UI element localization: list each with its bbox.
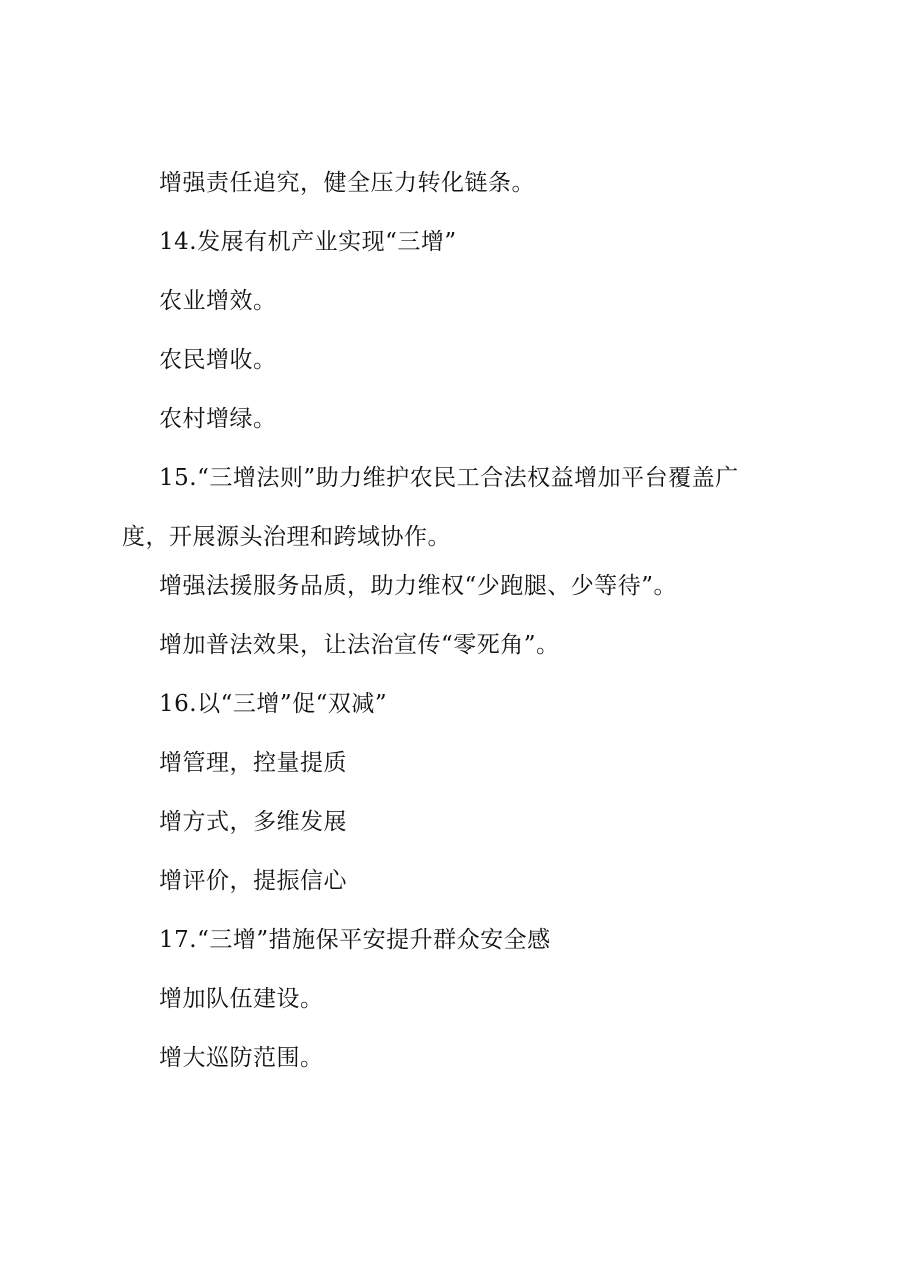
paragraph-7: 增强法援服务品质，助力维权“少跑腿、少等待”。 [159, 573, 678, 599]
paragraph-15: 增大巡防范围。 [159, 1045, 324, 1071]
paragraph-10: 增管理，控量提质 [159, 750, 347, 776]
heading-15: 15.“三增法则”助力维护农民工合法权益增加平台覆盖广度，开展源头治理和跨域协作。 [122, 465, 739, 550]
paragraph-11: 增方式，多维发展 [159, 809, 347, 835]
paragraph-1: 增强责任追究，健全压力转化链条。 [159, 170, 535, 196]
paragraph-12: 增评价，提振信心 [159, 868, 347, 894]
heading-16: 16.以“三增”促“双减” [159, 691, 388, 717]
paragraph-3: 农业增效。 [159, 288, 277, 314]
paragraph-14: 增加队伍建设。 [159, 986, 324, 1012]
heading-14: 14.发展有机产业实现“三增” [159, 229, 457, 255]
paragraph-5: 农村增绿。 [159, 406, 277, 432]
heading-17: 17.“三增”措施保平安提升群众安全感 [159, 927, 551, 953]
paragraph-4: 农民增收。 [159, 347, 277, 373]
paragraph-8: 增加普法效果，让法治宣传“零死角”。 [159, 632, 560, 658]
